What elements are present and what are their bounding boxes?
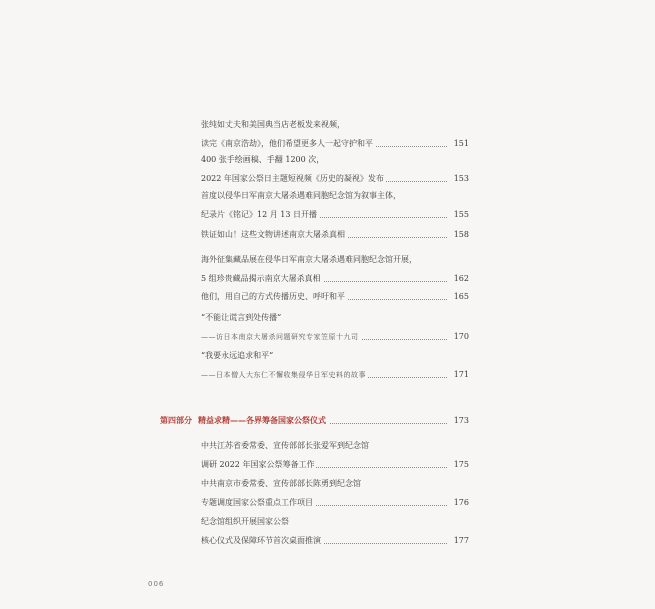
page-number: 151 <box>451 134 469 153</box>
page-number: 177 <box>451 531 469 550</box>
toc-entry-line: “我要永远追求和平” <box>201 351 274 360</box>
toc-entry-line: 5 组珍贵藏品揭示南京大屠杀真相 162 <box>201 269 469 288</box>
toc-entry-line: 专题调度国家公祭重点工作项目 176 <box>201 493 469 512</box>
toc-entry-line: 首度以侵华日军南京大屠杀遇难同胞纪念馆为叙事主体， <box>201 191 401 200</box>
toc-entry-line: ——日本僧人大东仁不懈收集侵华日军史料的故事 171 <box>201 365 469 384</box>
toc-entry[interactable] <box>201 150 469 188</box>
page-number: 158 <box>451 225 469 244</box>
toc-entry[interactable] <box>201 474 469 512</box>
toc-entry-line: 400 张手绘画稿、手翻 1200 次， <box>201 155 325 164</box>
toc-entry[interactable] <box>201 512 469 550</box>
toc-entry[interactable] <box>201 225 469 244</box>
toc-entry[interactable] <box>201 308 469 346</box>
toc-entry-line: ——访日本南京大屠杀问题研究专家笠原十九司 170 <box>201 327 469 346</box>
toc-entry-line: 他们，用自己的方式传播历史、呼吁和平 165 <box>201 287 469 306</box>
page-number: 170 <box>451 327 469 346</box>
toc-entry-line: 张纯如丈夫和美国典当店老板发来视频， <box>201 120 345 129</box>
toc-entry[interactable] <box>201 115 469 153</box>
part-heading[interactable] <box>160 411 469 430</box>
page-number: 173 <box>451 411 469 430</box>
part-heading-line <box>160 411 469 430</box>
page-number: 165 <box>451 287 469 306</box>
part-label: 第四部分 <box>160 416 192 425</box>
toc-entry[interactable] <box>201 186 469 224</box>
page-number: 175 <box>451 455 469 474</box>
page-number: 176 <box>451 493 469 512</box>
toc-entry-line: “不能让谎言到处传播” <box>201 313 282 322</box>
page-number: 162 <box>451 269 469 288</box>
toc-entry-line: 海外征集藏品展在侵华日军南京大屠杀遇难同胞纪念馆开展， <box>201 255 417 264</box>
page-number: 171 <box>451 365 469 384</box>
toc-entry-line: 核心仪式及保障环节首次桌面推演 177 <box>201 531 469 550</box>
toc-entry-line: 铁证如山！这些文物讲述南京大屠杀真相 158 <box>201 225 469 244</box>
toc-entry[interactable] <box>201 287 469 306</box>
toc-entry[interactable] <box>201 436 469 474</box>
page-number: 155 <box>451 205 469 224</box>
toc-entry-line: 中共南京市委常委、宣传部部长陈勇到纪念馆 <box>201 479 361 488</box>
toc-entry[interactable] <box>201 250 469 288</box>
toc-entry-line: 纪念馆组织开展国家公祭 <box>201 517 289 526</box>
toc-entry-line: 中共江苏省委常委、宣传部部长张爱军到纪念馆 <box>201 441 369 450</box>
toc-entry[interactable] <box>201 346 469 384</box>
toc-entry-line: 2022 年国家公祭日主题短视频《历史的凝视》发布 153 <box>201 169 469 188</box>
toc-entry-line: 调研 2022 年国家公祭筹备工作 175 <box>201 455 469 474</box>
folio-page-number: 006 <box>148 580 165 588</box>
toc-entry-line: 纪录片《铭记》12 月 13 日开播 155 <box>201 205 469 224</box>
page-number: 153 <box>451 169 469 188</box>
part-title: 精益求精——各界筹备国家公祭仪式 <box>198 416 326 425</box>
toc-entry-line: 读完《南京浩劫》，他们希望更多人一起守护和平 151 <box>201 134 469 153</box>
